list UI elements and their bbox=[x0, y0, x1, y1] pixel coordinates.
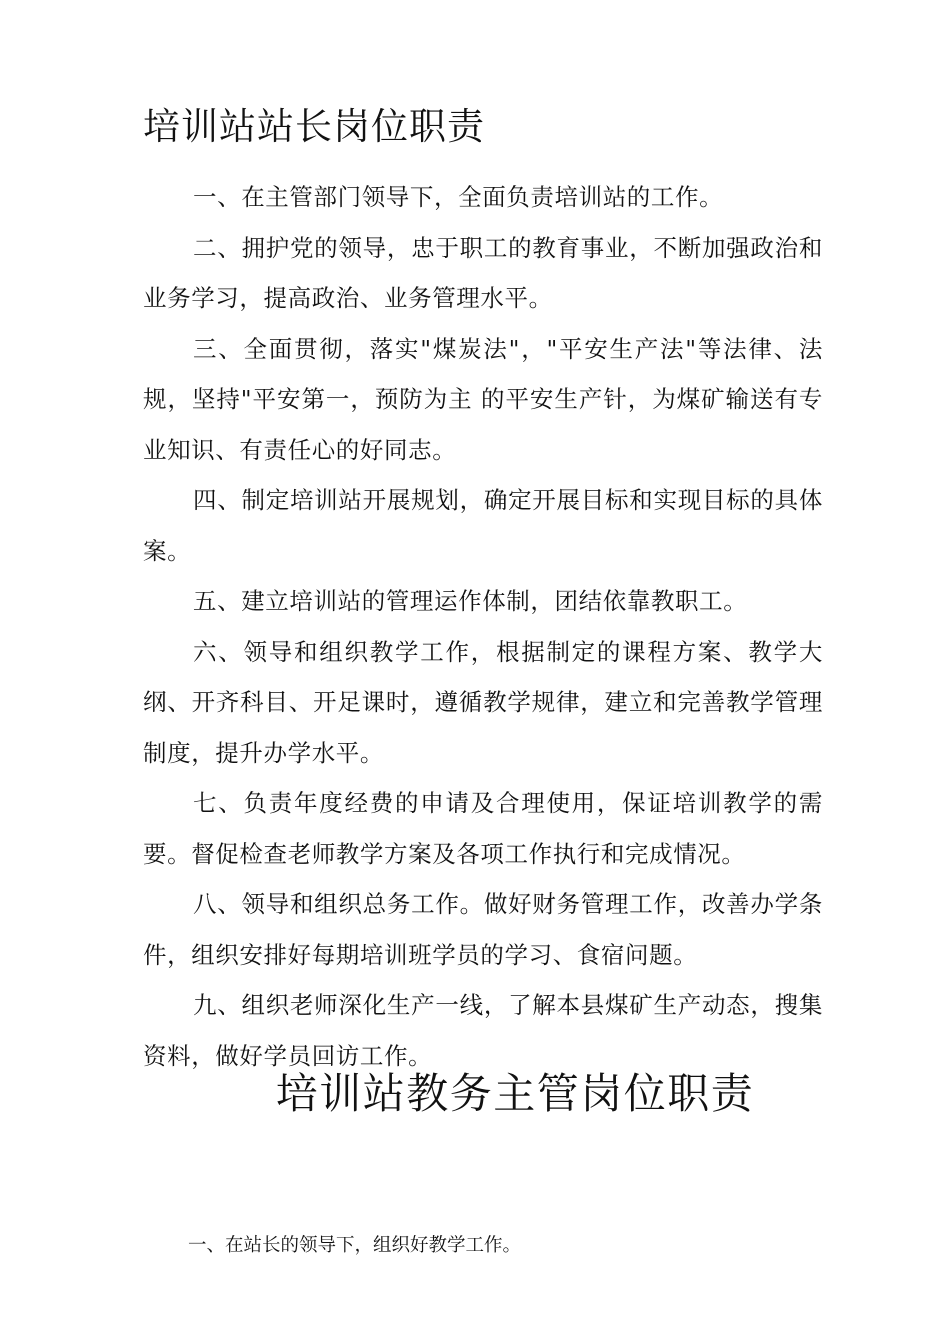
duty-paragraph: 六、领导和组织教学工作，根据制定的课程方案、教学大纲、开齐科目、开足课时，遵循教学规律，建立和完善教学管理制度，提升办学水平。 bbox=[143, 637, 823, 767]
duty-paragraph: 一、在站长的领导下，组织好教学工作。 bbox=[188, 1235, 522, 1256]
duty-paragraph: 四、制定培训站开展规划，确定开展目标和实现目标的具体案。 bbox=[143, 486, 823, 565]
duties-section-academic-supervisor bbox=[188, 1230, 828, 1262]
duty-paragraph: 七、负责年度经费的申请及合理使用，保证培训教学的需要。督促检查老师教学方案及各项工作执行和完成情况。 bbox=[143, 789, 823, 868]
duty-paragraph: 一、在主管部门领导下，全面负责培训站的工作。 bbox=[193, 183, 724, 211]
duty-paragraph: 二、拥护党的领导，忠于职工的教育事业，不断加强政治和业务学习，提高政治、业务管理水平。 bbox=[143, 233, 823, 312]
document-title-academic-supervisor: 培训站教务主管岗位职责 bbox=[275, 1069, 755, 1118]
duties-section-station-head bbox=[143, 172, 823, 1081]
document-title-station-head: 培训站站长岗位职责 bbox=[143, 105, 485, 148]
duty-paragraph: 八、领导和组织总务工作。做好财务管理工作，改善办学条件，组织安排好每期培训班学员的学习、食宿问题。 bbox=[143, 890, 823, 969]
duty-paragraph: 三、全面贯彻，落实"煤炭法"，"平安生产法"等法律、法规，坚持"平安第一，预防为主 的平安生产针，为煤矿输送有专业知识、有责任心的好同志。 bbox=[143, 334, 823, 464]
duty-paragraph: 五、建立培训站的管理运作体制，团结依靠教职工。 bbox=[193, 587, 748, 615]
duty-paragraph: 九、组织老师深化生产一线，了解本县煤矿生产动态，搜集资料，做好学员回访工作。 bbox=[143, 991, 823, 1070]
